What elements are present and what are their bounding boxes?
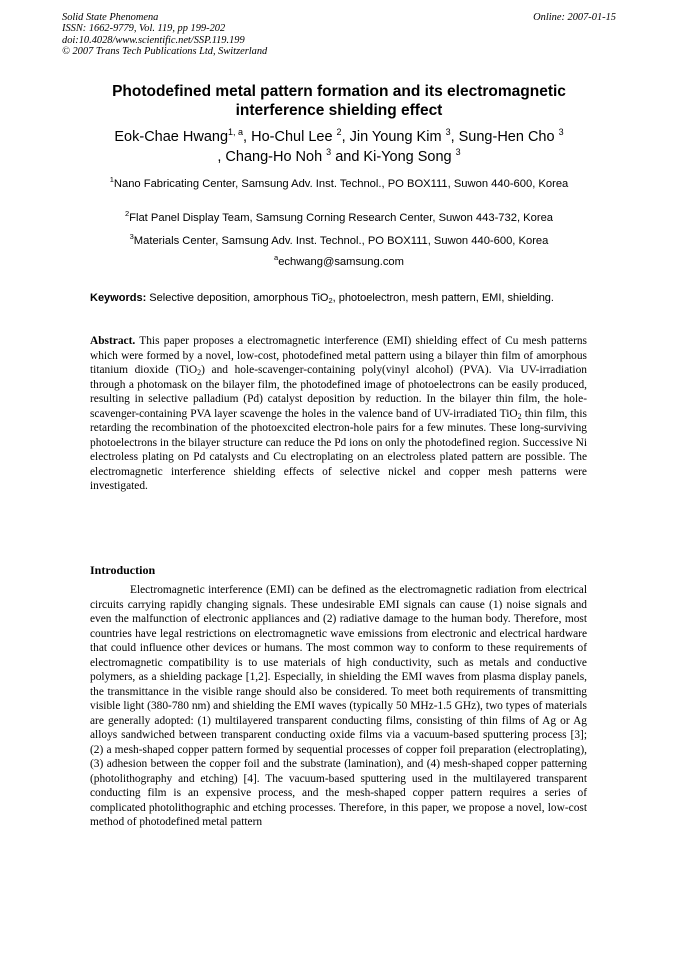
author-name: , Ho-Chul Lee (243, 129, 337, 145)
author-affiliation-mark: 3 (445, 127, 451, 137)
paper-title: Photodefined metal pattern formation and its electromagnetic interference shielding effect (112, 83, 566, 119)
abstract (90, 334, 587, 494)
affiliation-text: Materials Center, Samsung Adv. Inst. Technol., PO BOX111, Suwon 440-600, Korea (133, 235, 549, 247)
affiliation-mark: 3 (129, 232, 134, 241)
journal-name: Solid State Phenomena (62, 12, 159, 23)
abstract-text: This paper proposes a electromagnetic interference (EMI) shielding effect of Cu mesh patterns which were formed by a novel, low-cost, photodefined metal pattern using a bilayer thin film of amorphous titanium dioxide (TiO (90, 335, 587, 376)
affiliation-1 (62, 176, 616, 192)
journal-doi: doi:10.4028/www.scientific.net/SSP.119.199 (62, 34, 245, 46)
affiliation-mark: 2 (124, 209, 130, 218)
author-affiliation-mark: 3 (455, 147, 461, 157)
author-name: , Jin Young Kim (341, 129, 446, 145)
journal-header (62, 12, 267, 57)
email-text: echwang@samsung.com (278, 256, 404, 268)
abstract-text: ) and hole-scavenger-containing poly(vinyl alcohol) (PVA). Via UV-irradiation through a photomask on the bilayer film, the photodefined image of photoelectrons can be easily produced, resulting in selective palladium (Pd) catalyst deposition by reduction. In the bilayer thin film, the hole-scavenger-containing PVA layer scavenge the holes in the valence band of UV-irradiated TiO (90, 364, 587, 420)
author-list (62, 127, 616, 167)
author-name: Eok-Chae Hwang (114, 129, 229, 145)
affiliation-text: Nano Fabricating Center, Samsung Adv. Inst. Technol., PO BOX111, Suwon 440-600, Korea (113, 178, 569, 190)
online-date: Online: 2007-01-15 (533, 12, 616, 23)
author-name: , Chang-Ho Noh (217, 149, 327, 165)
keywords-text: Selective deposition, amorphous TiO (146, 292, 329, 304)
author-affiliation-mark: 2 (336, 127, 342, 137)
subscript: 2 (197, 368, 202, 377)
author-affiliation-mark: 1, a (228, 127, 244, 137)
introduction-paragraph: Electromagnetic interference (EMI) can be defined as the electromagnetic radiation from electrical circuits carrying rapidly changing signals. These undesirable EMI signals can cause (1) noise signals and even the malfunction of electronic appliances and (2) radiative damage to the human body. Therefore, most countries have legal restrictions on electromagnetic wave emissions from electronic and electrical hardware that could influence other devices or humans. The most common way to conform to these requirements of electromagnetic compatibility is to use materials of high conductivity, such as metals and conductive polymers, as a shielding package [1,2]. Especially, in shielding the EMI waves from plasma display panels, the transmittance in the visible range should also be considered. To meet both requirements of transmitting visible light (380-780 nm) and shielding the EMI waves (typically 50 MHz-1.5 GHz), two types of materials are generally adopted: (1) multilayered transparent conducting films, consisting of thin films of Ag or Ag alloys sandwiched between transparent conducting oxide films via a vacuum-based sputtering process [3]; (2) a mesh-shaped copper pattern formed by sequential processes of copper foil preparation (electroplating), (3) adhesion between the copper foil and the substrate (lamination), and (4) mesh-shaped copper patterning (photolithography and etching) [4]. The vacuum-based sputtering used in the multilayered transparent conducting film is an expensive process, and the mesh-shaped copper pattern requires a series of complicated photolithographic and etching processes. Therefore, in this paper, we propose a novel, low-cost method of photodefined metal pattern (90, 584, 587, 828)
subscript: 2 (517, 411, 522, 421)
abstract-text: thin film, this retarding the recombination of the photoexcited electron-hole pairs for a few minutes. These long-surviving photoelectrons in the bilayer structure can reduce the Pd ions on only the photodefined region. Successive Ni electroless plating on Pd catalysts and Cu electroplating on an electroless plated pattern are possible. The electromagnetic interference shielding effects of selective nickel and copper mesh patterns were investigated. (90, 407, 587, 492)
affiliation-mark: 1 (109, 175, 114, 184)
affiliation-mark: a (274, 253, 279, 262)
author-affiliation-mark: 3 (326, 147, 332, 157)
keywords (90, 291, 587, 305)
keywords-label: Keywords: (90, 292, 147, 304)
author-name: , Sung-Hen Cho (450, 129, 559, 145)
author-email (62, 254, 616, 270)
section-heading-introduction: Introduction (90, 563, 156, 577)
keywords-text: , photoelectron, mesh pattern, EMI, shielding. (332, 292, 554, 304)
author-affiliation-mark: 3 (558, 127, 564, 137)
subscript: 2 (328, 296, 333, 305)
abstract-label: Abstract. (90, 335, 136, 347)
affiliation-2 (62, 210, 616, 226)
affiliation-3 (62, 233, 616, 249)
affiliation-text: Flat Panel Display Team, Samsung Corning Research Center, Suwon 443-732, Korea (129, 212, 554, 224)
journal-copyright: © 2007 Trans Tech Publications Ltd, Switzerland (62, 45, 268, 57)
author-name: and Ki-Yong Song (331, 149, 456, 165)
journal-issn: ISSN: 1662-9779, Vol. 119, pp 199-202 (62, 23, 226, 35)
